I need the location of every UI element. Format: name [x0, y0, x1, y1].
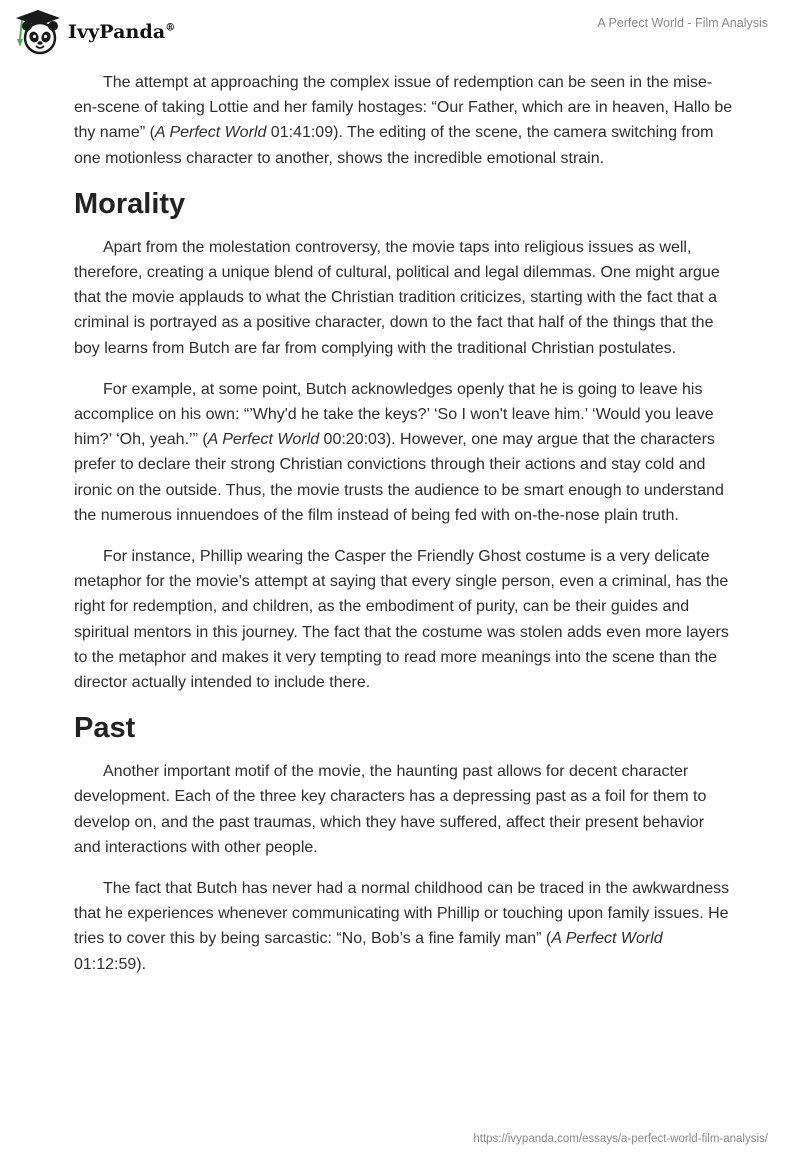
- paragraph-text: Another important motif of the movie, the haunting past allows for decent character development. Each of the three key characters has a depressing past as a foil for them to develop on, and the past traumas, which they have suffered, affect their present behavior and interactions with other people.: [74, 763, 707, 856]
- film-citation: A Perfect World: [551, 930, 663, 948]
- paragraph-text: The fact that Butch has never had a normal childhood can be traced in the awkwardness that he experiences whenever communicating with Phillip or touching upon family issues. He tries to cover this by being sarcastic: “No, Bob’s a fine family man” (: [74, 880, 730, 948]
- paragraph-text: 01:41:09). The editing of the scene, the camera switching from one motionless character to another, shows the incredible emotional strain.: [74, 124, 714, 167]
- section-heading: Past: [74, 712, 136, 745]
- section-heading: Morality: [74, 187, 186, 220]
- paragraph-text: For example, at some point, Butch acknowledges openly that he is going to leave his accomplice on his own: “’Why'd he take the keys?’ ‘So I won't leave him.’ ‘Would you leave him?’ ‘Oh, yeah.’” (: [74, 380, 714, 449]
- essay-body: [74, 70, 734, 993]
- paragraph-text: Apart from the molestation controversy, the movie taps into religious issues as well, therefore, creating a unique blend of cultural, political and legal dilemmas. One might argue that the movie applauds to what the Christian tradition criticizes, starting with the fact that a criminal is portrayed as a positive character, down to the fact that half of the things that the boy learns from Butch are far from complying with the traditional Christian postulates.: [74, 238, 720, 357]
- brand-name: IvyPanda®: [68, 21, 176, 43]
- paragraph-text: For instance, Phillip wearing the Casper the Friendly Ghost costume is a very delicate metaphor for the movie’s attempt at saying that every single person, even a criminal, has the right for redemption, and children, as the embodiment of purity, can be their guides and spiritual mentors in this journey. The fact that the costume was stolen adds even more layers to the metaphor and makes it very tempting to read more meanings into the scene than the director actually intended to include there.: [74, 548, 729, 692]
- paragraph: [74, 235, 734, 361]
- paragraph-text: 01:12:59).: [74, 955, 147, 973]
- document-title: A Perfect World - Film Analysis: [597, 16, 768, 30]
- paragraph-text: The attempt at approaching the complex issue of redemption can be seen in the mise-en-scene of taking Lottie and her family hostages: “Our Father, which are in heaven, Hallo be thy name” (: [74, 74, 733, 142]
- brand-logo[interactable]: [14, 9, 175, 55]
- source-url[interactable]: https://ivypanda.com/essays/a-perfect-world-film-analysis/: [473, 1133, 768, 1145]
- paragraph: [74, 377, 734, 528]
- paragraph: [74, 544, 734, 695]
- paragraph-text: 00:20:03). However, one may argue that the characters prefer to declare their strong Christian convictions through their actions and stay cold and ironic on the outside. Thus, the movie trusts the audience to be smart enough to understand the numerous innuendoes of the film instead of being fed with on-the-nose plain truth.: [74, 431, 724, 524]
- film-citation: A Perfect World: [154, 124, 267, 142]
- page-header: [0, 0, 800, 70]
- paragraph: [74, 70, 734, 171]
- paragraph: [74, 876, 734, 977]
- film-citation: A Perfect World: [207, 431, 320, 449]
- paragraph: [74, 759, 734, 860]
- panda-graduate-icon: [14, 9, 62, 55]
